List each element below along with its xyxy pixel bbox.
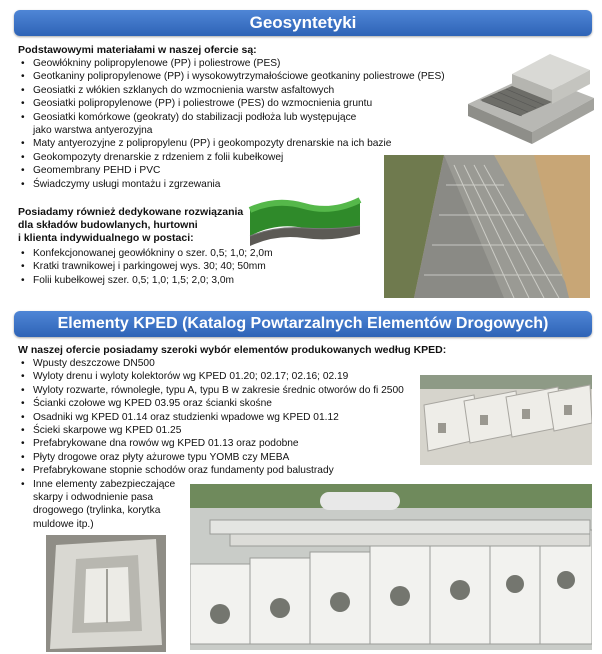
list-item: • Geosiatki z włókien szklanych do wzmocnienia warstw asfaltowych bbox=[18, 84, 468, 97]
list-item-continuation: jako warstwa antyerozyjna bbox=[33, 125, 153, 137]
heading2-line: dla składów budowlanych, hurtowni bbox=[18, 219, 198, 231]
geogrid-blocks-image bbox=[462, 44, 600, 146]
list-item: • Kratki trawnikowej i parkingowej wys. 30; 40; 50mm bbox=[18, 260, 378, 273]
list-item: • Ścieki skarpowe wg KPED 01.25 bbox=[18, 424, 438, 437]
list-item: • Geosiatki polipropylenowe (PP) i poliestrowe (PES) do wzmocnienia gruntu bbox=[18, 97, 468, 110]
kped-yard-image bbox=[190, 484, 592, 650]
kped-elements-image bbox=[420, 375, 592, 465]
list-item-text: Geosiatki komórkowe (geokraty) do stabilizacji podłoża lub występujące bbox=[33, 111, 357, 123]
section-title-geosyntetyki: Geosyntetyki bbox=[14, 10, 592, 36]
list-item: • Płyty drogowe oraz płyty ażurowe typu YOMB czy MEBA bbox=[18, 451, 438, 464]
list-item bbox=[18, 111, 468, 138]
list-item: • Prefabrykowane stopnie schodów oraz fundamenty pod balustrady bbox=[18, 464, 438, 477]
list-item: • Ścianki czołowe wg KPED 03.95 oraz ścianki skośne bbox=[18, 397, 438, 410]
list-item bbox=[18, 478, 205, 532]
list-item-line: drogowego (trylinka, korytka bbox=[33, 505, 161, 517]
list-item: • Wyloty drenu i wyloty kolektorów wg KPED 01.20; 02.17; 02.16; 02.19 bbox=[18, 370, 438, 383]
geocell-grass-image bbox=[246, 180, 364, 250]
section-title-kped: Elementy KPED (Katalog Powtarzalnych Elementów Drogowych) bbox=[14, 311, 592, 337]
list-item-line: muldowe itp.) bbox=[33, 518, 94, 530]
section2-heading: W naszej ofercie posiadamy szeroki wybór elementów produkowanych według KPED: bbox=[18, 344, 447, 356]
list-item: • Prefabrykowane dna rowów wg KPED 01.13 oraz podobne bbox=[18, 437, 438, 450]
list-item: • Świadczymy usługi montażu i zgrzewania bbox=[18, 178, 468, 191]
list-item: • Maty antyerozyjne z polipropylenu (PP) i geokompozyty drenarskie na ich bazie bbox=[18, 137, 468, 150]
list-item: • Folii kubełkowej szer. 0,5; 1,0; 1,5; 2,0; 3,0m bbox=[18, 274, 378, 287]
dedicated-solutions-list bbox=[18, 247, 378, 287]
section1-heading: Podstawowymi materiałami w naszej ofercie są: bbox=[18, 44, 257, 56]
heading2-line: i klienta indywidualnego w postaci: bbox=[18, 232, 194, 244]
list-item-line: • Inne elementy zabezpieczające bbox=[33, 478, 176, 490]
list-item: • Geotkaniny polipropylenowe (PP) i wysokowytrzymałościowe geotkaniny poliestrowe (PES) bbox=[18, 70, 468, 83]
list-item: • Geomembrany PEHD i PVC bbox=[18, 164, 468, 177]
list-item: • Konfekcjonowanej geowłókniny o szer. 0,5; 1,0; 2,0m bbox=[18, 247, 378, 260]
list-item: • Wyloty rozwarte, równoległe, typu A, typu B w zakresie średnic otworów do fi 2500 bbox=[18, 384, 438, 397]
section1-heading2 bbox=[18, 206, 243, 245]
geogrid-site-image bbox=[384, 155, 590, 298]
list-item: • Geowłókniny polipropylenowe (PP) i poliestrowe (PES) bbox=[18, 57, 468, 70]
heading2-line: Posiadamy również dedykowane rozwiązania bbox=[18, 206, 244, 218]
list-item: • Osadniki wg KPED 01.14 oraz studzienki wpadowe wg KPED 01.12 bbox=[18, 411, 438, 424]
list-item: • Geokompozyty drenarskie z rdzeniem z folii kubełkowej bbox=[18, 151, 468, 164]
list-item: • Wpusty deszczowe DN500 bbox=[18, 357, 438, 370]
kped-element-closeup-image bbox=[46, 535, 166, 652]
list-item-line: skarpy i odwodnienie pasa bbox=[33, 492, 154, 504]
